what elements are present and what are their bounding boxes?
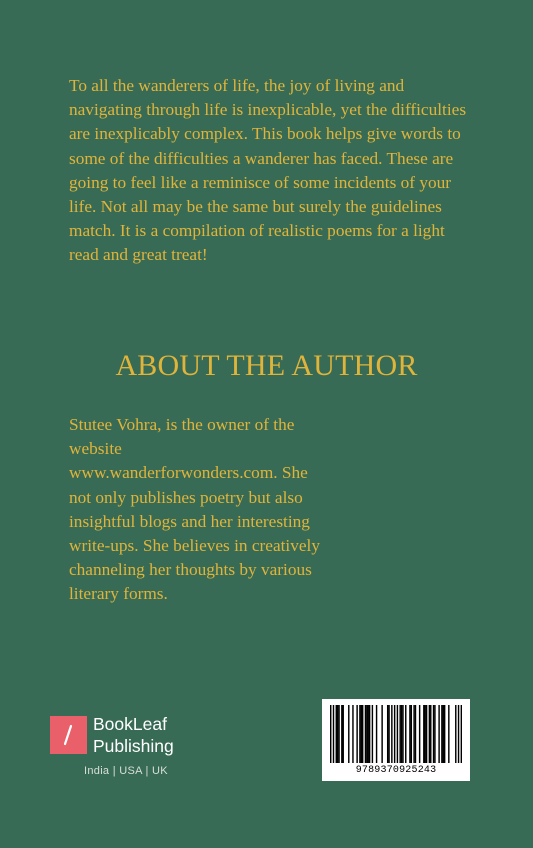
barcode-bar — [402, 705, 403, 763]
barcode-bar — [376, 705, 377, 763]
barcode-bar — [399, 705, 400, 763]
barcode-bar — [338, 705, 339, 763]
barcode-bar — [433, 705, 434, 763]
slash-logo-icon — [50, 716, 87, 754]
barcode-bar — [397, 705, 398, 763]
barcode-bar — [426, 705, 427, 763]
barcode-bar — [365, 705, 366, 763]
barcode-bar — [409, 705, 410, 763]
barcode-bar — [361, 705, 362, 763]
publisher-logo — [50, 716, 230, 786]
barcode-bar — [381, 705, 382, 763]
barcode-bar — [333, 705, 334, 763]
about-author-heading: ABOUT THE AUTHOR — [115, 349, 418, 382]
barcode-bar — [356, 705, 357, 763]
barcode-bar — [415, 705, 416, 763]
isbn-barcode — [322, 699, 470, 781]
barcode-bar — [419, 705, 420, 763]
barcode-bar — [387, 705, 388, 763]
barcode-bar — [443, 705, 444, 763]
barcode-bar — [405, 705, 406, 763]
barcode-bar — [424, 705, 425, 763]
barcode-bar — [330, 705, 331, 763]
barcode-bar — [444, 705, 445, 763]
barcode-bar — [401, 705, 402, 763]
barcode-bar — [455, 705, 456, 763]
barcode-bar — [391, 705, 392, 763]
barcode-bar — [362, 705, 363, 763]
barcode-bar — [337, 705, 338, 763]
barcode-bar — [461, 705, 462, 763]
barcode-bar — [368, 705, 369, 763]
barcode-bar — [352, 705, 353, 763]
isbn-number: 9789370925243 — [355, 765, 437, 776]
barcode-bar — [372, 705, 373, 763]
barcode-bar — [458, 705, 459, 763]
barcode-bar — [413, 705, 414, 763]
barcode-bar — [359, 705, 360, 763]
barcode-bar — [438, 705, 439, 763]
barcode-bar — [348, 705, 349, 763]
barcode-bar — [366, 705, 367, 763]
barcode-bar — [423, 705, 424, 763]
barcode-bar — [411, 705, 412, 763]
publisher-name-line1: BookLeaf — [93, 714, 167, 734]
barcode-bar — [429, 705, 430, 763]
barcode-bar — [341, 705, 342, 763]
barcode-bar — [430, 705, 431, 763]
barcode-bar — [448, 705, 449, 763]
barcode-bar — [394, 705, 395, 763]
barcode-bar — [336, 705, 337, 763]
publisher-name-line2: Publishing — [93, 736, 174, 756]
back-cover-blurb: To all the wanderers of life, the joy of living and navigating through life is inexplicable, yet the difficulties are inexplicably complex. This book helps give words to some of the difficulties a wanderer has faced. These are going to feel like a reminisce of some incidents of your life. Not all may be the same but surely the guidelines match. It is a compilation of realistic poems for a light read and great treat! — [69, 76, 467, 265]
barcode-bars — [330, 705, 462, 763]
barcode-bar — [441, 705, 442, 763]
barcode-bar — [388, 705, 389, 763]
author-bio: Stutee Vohra, is the owner of the website www.wanderforwonders.com. She not only publishes poetry but also insightful blogs and her interesting write-ups. She believes in creatively channeling her thoughts by various literary forms. — [69, 415, 320, 604]
barcode-bar — [343, 705, 344, 763]
publisher-regions: India | USA | UK — [84, 765, 168, 777]
barcode-bar — [369, 705, 370, 763]
barcode-bar — [434, 705, 435, 763]
